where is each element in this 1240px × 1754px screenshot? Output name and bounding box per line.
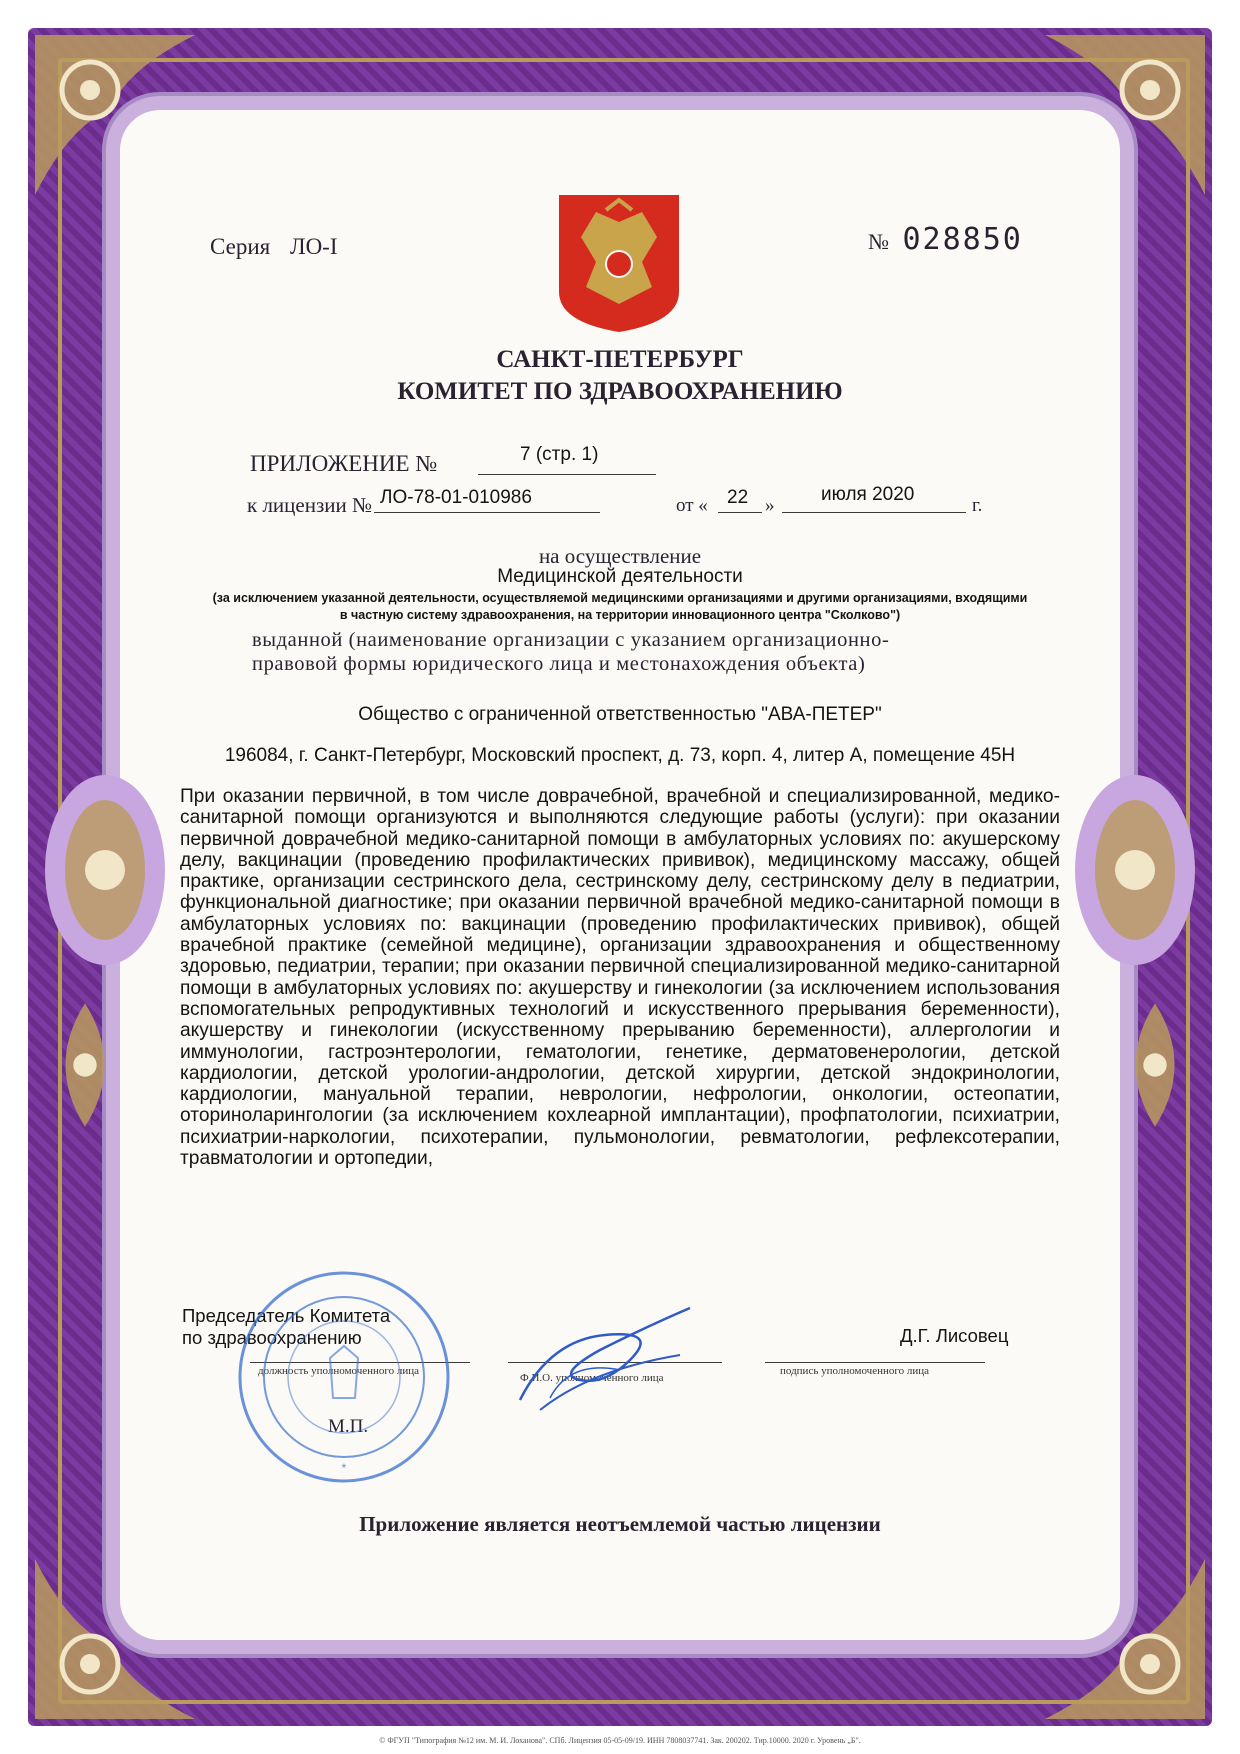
license-number: 028850 (902, 222, 1023, 257)
ornament-rosette-icon (1110, 1000, 1200, 1130)
series-label: Серия (210, 234, 271, 259)
services-text: При оказании первичной, в том числе доврачебной, врачебной и специализированной, медико-санитарной помощи организуются и выполняются следующие работы (услуги): при оказании первичной доврачебной медико-санитарной помощи в амбулаторных условиях по: акушерскому делу, вакцинации (проведению профилактических прививок), медицинскому массажу, общей практике, организации сестринского дела, сестринскому делу, сестринскому делу в педиатрии, функциональной диагностике; при оказании первичной врачебной медико-санитарной помощи в амбулаторных условиях по: вакцинации (проведению профилактических прививок), общей врачебной практике (семейной медицине), организации здравоохранения и общественному здоровью, педиатрии, терапии; при оказании первичной специализированной медико-санитарной помощи в амбулаторных условиях по: акушерству и гинекологии (за исключением использования вспомогательных репродуктивных технологий и искусственного прерывания беременности), акушерству и гинекологии (искусственному прерыванию беременности), аллергологии и иммунологии, гастроэнтерологии, гематологии, генетике, дерматовенерологии, детской кардиологии, детской урологии-андрологии, детской хирургии, детской эндокринологии, кардиологии, мануальной терапии, неврологии, нефрологии, онкологии, остеопатии, оториноларингологии (за исключением кохлеарной имплантации), профпатологии, психиатрии, психиатрии-наркологии, психотерапии, пульмонологии, ревматологии, рефлексотерапии, травматологии и ортопедии, (180, 786, 1060, 1170)
activity-type: Медицинской деятельности (497, 566, 743, 587)
signature-icon (510, 1300, 700, 1420)
date-month-year: июля 2020 (821, 484, 915, 505)
ornament-rosette-icon (40, 1000, 130, 1130)
issued-line2: правовой формы юридического лица и местонахождения объекта) (252, 653, 866, 675)
svg-text:*: * (341, 1461, 347, 1475)
official-stamp-icon (235, 1268, 453, 1486)
date-quote-close: » (765, 495, 775, 516)
license-label: к лицензии № (247, 493, 373, 517)
date-day: 22 (727, 487, 749, 508)
position-caption: должность уполномоченного лица (258, 1365, 420, 1377)
ornament-rosette-icon (1070, 770, 1200, 970)
sign-caption: подпись уполномоченного лица (780, 1365, 929, 1377)
organization-address: 196084, г. Санкт-Петербург, Московский проспект, д. 73, корп. 4, литер А, помещение 45Н (224, 745, 1016, 766)
series-value: ЛО-I (289, 234, 338, 259)
date-from-label: от « (676, 495, 708, 516)
authority-city: САНКТ-ПЕТЕРБУРГ (496, 346, 744, 373)
date-year-suffix: г. (972, 495, 983, 516)
signer-position-line1: Председатель Комитета (182, 1305, 391, 1326)
printer-imprint: © ФГУП "Типография №12 им. М. И. Лоханова". СПб. Лицензия 05-05-09/19. ИНН 7808037741. Зак. 200202. Тир.10000. 2020 г. Уровень „Б". (379, 1736, 861, 1745)
day-underline (718, 512, 762, 513)
mp-label: М.П. (328, 1416, 369, 1437)
sign-line (765, 1362, 985, 1363)
number-prefix: № (868, 229, 889, 254)
authority-committee: КОМИТЕТ ПО ЗДРАВООХРАНЕНИЮ (397, 378, 843, 405)
signer-position-line2: по здравоохранению (182, 1327, 362, 1348)
activity-intro: на осуществление (538, 544, 702, 568)
issued-line1: выданной (наименование организации с указанием организационно- (252, 629, 890, 651)
appendix-underline (478, 474, 656, 475)
fio-caption: Ф.И.О. уполномоченного лица (520, 1372, 664, 1384)
activity-note-line2: в частную систему здравоохранения, на территории инновационного центра "Сколково") (339, 608, 901, 622)
signer-name: Д.Г. Лисовец (900, 1325, 1009, 1346)
organization-name: Общество с ограниченной ответственностью "АВА-ПЕТЕР" (358, 704, 882, 725)
russian-coat-of-arms-icon (556, 192, 682, 334)
ornament-rosette-icon (40, 770, 170, 970)
activity-note-line1: (за исключением указанной деятельности, осуществляемой медицинскими организациями и другими организациями, входящими (212, 591, 1028, 605)
appendix-label: ПРИЛОЖЕНИЕ № (250, 451, 438, 476)
month-underline (782, 512, 966, 513)
license-underline (374, 512, 600, 513)
license-ref-number: ЛО-78-01-010986 (380, 487, 532, 508)
appendix-number: 7 (стр. 1) (520, 444, 599, 465)
footer-note: Приложение является неотъемлемой частью лицензии (359, 1512, 881, 1536)
